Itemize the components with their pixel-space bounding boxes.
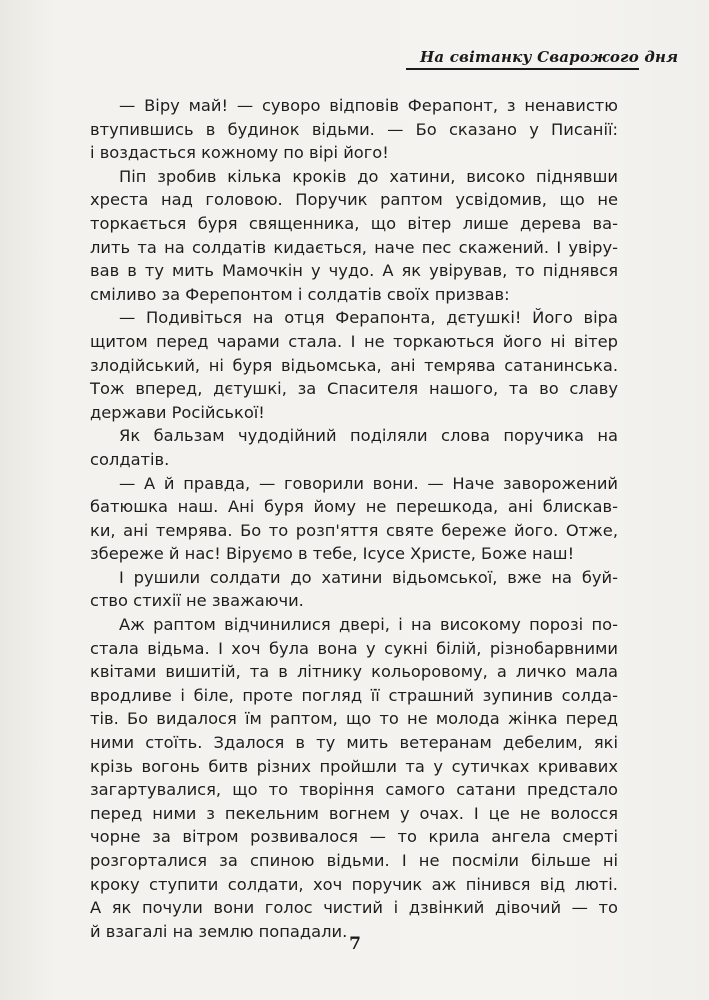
header-rule	[406, 68, 639, 70]
text-line: втупившись в будинок відьми. — Бо сказано у Писанії:	[90, 119, 618, 139]
text-line: солдатів.	[90, 449, 170, 469]
page-number: 7	[349, 934, 361, 954]
text-line: ки, ані темрява. Бо то розп'яття святе береже його. Отже,	[90, 520, 618, 540]
text-line: Аж раптом відчинилися двері, і на високому порозі по-	[119, 615, 618, 635]
text-line: торкається буря священника, що вітер лише дерева ва-	[90, 213, 618, 233]
text-line: сміливо за Ферепонтом і солдатів своїх призвав:	[90, 284, 510, 304]
text-line: Піп зробив кілька кроків до хатини, високо піднявши	[119, 166, 618, 186]
text-line: А як почули вони голос чистий і дзвінкий дівочий — то	[90, 898, 618, 918]
text-line: Тож вперед, дєтушкі, за Спасителя нашого, та во славу	[90, 379, 618, 399]
text-line: й взагалі на землю попадали.	[90, 921, 348, 941]
text-line: ними стоїть. Здалося в ту мить ветеранам дебелим, які	[90, 733, 618, 753]
text-line: загартувалися, що то творіння самого сатани предстало	[90, 780, 618, 800]
text-line: щитом перед чарами стала. І не торкаються його ні вітер	[90, 331, 618, 351]
text-line: кроку ступити солдати, хоч поручик аж пінився від люті.	[90, 874, 618, 894]
text-line: вав в ту мить Мамочкін у чудо. А як увірував, то піднявся	[90, 261, 618, 281]
text-line: — А й правда, — говорили вони. — Наче заворожений	[119, 473, 618, 493]
text-line: лить та на солдатів кидається, наче пес скажений. І увіру-	[90, 237, 618, 257]
text-line: — Подивіться на отця Ферапонта, дєтушкі! Його віра	[119, 308, 618, 328]
text-line: чорне за вітром розвивалося — то крила ангела смерті	[90, 827, 618, 847]
text-line: батюшка наш. Ані буря йому не перешкода, ані блискав-	[90, 497, 618, 517]
text-line: тів. Бо видалося їм раптом, що то не молода жінка перед	[90, 709, 618, 729]
text-line: стала відьма. І хоч була вона у сукні білій, різнобарвними	[90, 638, 618, 658]
text-line: І рушили солдати до хатини відьомської, вже на буй-	[119, 567, 618, 587]
body-text	[90, 94, 618, 943]
text-line: ство стихії не зважаючи.	[90, 591, 304, 611]
text-line: злодійський, ні буря відьомська, ані темрява сатанинська.	[90, 355, 618, 375]
text-line: і воздасться кожному по вірі його!	[90, 143, 389, 163]
text-line: крізь вогонь битв різних пройшли та у сутичках кривавих	[90, 756, 618, 776]
text-line: держави Російської!	[90, 402, 265, 422]
text-line: Як бальзам чудодійний поділяли слова поручика на	[119, 426, 618, 446]
running-head: На світанку Сварожого дня	[420, 48, 679, 66]
text-line: квітами вишитій, та в літнику кольоровому, а личко мала	[90, 662, 618, 682]
text-line: збереже й нас! Віруємо в тебе, Ісусе Христе, Боже наш!	[90, 544, 575, 564]
text-line: вродливе і біле, проте погляд її страшний зупинив солда-	[90, 685, 618, 705]
text-line: перед ними з пекельним вогнем у очах. І це не волосся	[90, 803, 618, 823]
text-line: хреста над головою. Поручик раптом усвідомив, що не	[90, 190, 618, 210]
text-line: розгорталися за спиною відьми. І не посміли більше ні	[90, 851, 618, 870]
text-line: — Віру май! — суворо відповів Ферапонт, з ненавистю	[119, 96, 618, 115]
